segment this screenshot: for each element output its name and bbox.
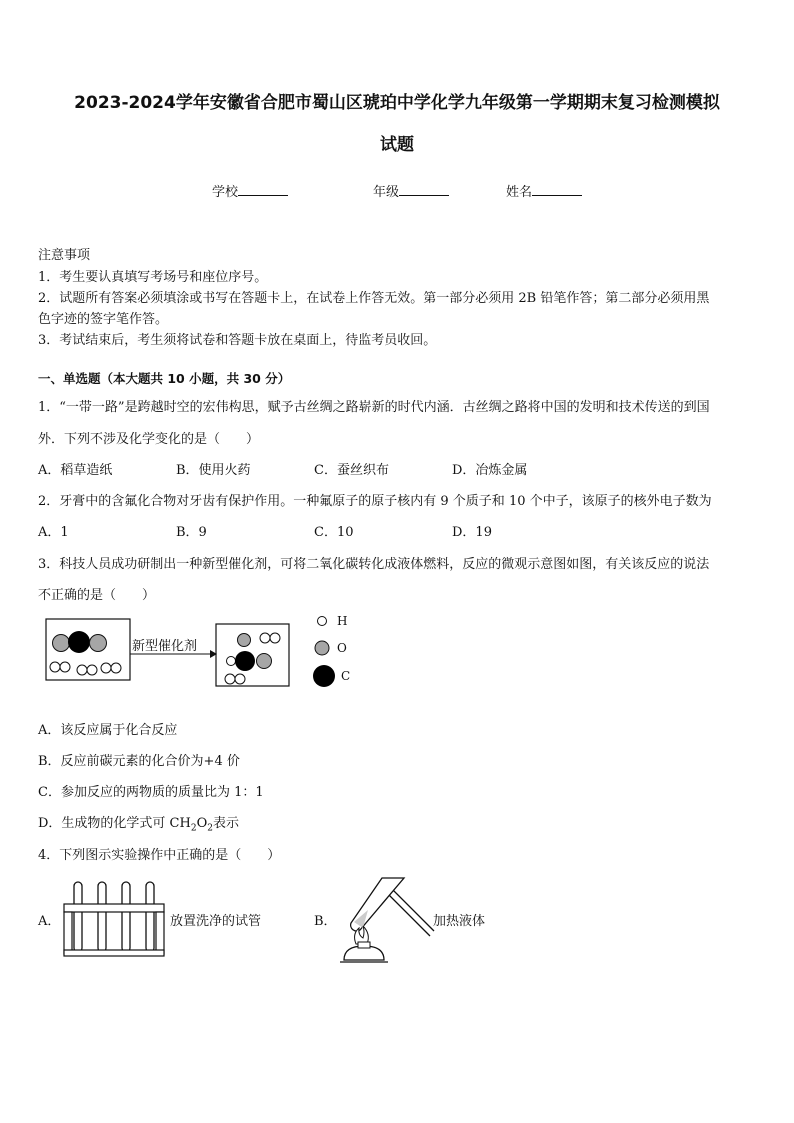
- note-item-3: 3．考试结束后，考生须将试卷和答题卡放在桌面上，待监考员收回。: [38, 333, 437, 348]
- hydrogen-atom: [225, 674, 235, 684]
- q4-option-b-letter[interactable]: B．: [314, 914, 337, 929]
- rack-right-leg: [156, 912, 164, 954]
- hydrogen-atom: [260, 633, 270, 643]
- legend-carbon-atom: [313, 665, 335, 687]
- school-field: 学校: [212, 181, 288, 200]
- q4-option-a-caption: 放置洗净的试管: [170, 914, 262, 929]
- exam-title-line2: 试题: [380, 135, 414, 155]
- section-heading: 一、单选题（本大题共 10 小题，共 30 分）: [38, 371, 291, 386]
- hydrogen-atom: [77, 665, 87, 675]
- lamp-neck: [358, 942, 370, 948]
- heating-liquid-figure: [330, 870, 440, 968]
- grade-field: 年级: [373, 181, 449, 200]
- rack-top-bar: [64, 904, 164, 912]
- legend-label-h: H: [337, 614, 348, 628]
- note-item-2: 2．试题所有答案必须填涂或书写在答题卡上，在试卷上作答无效。第一部分必须用 2B 铅笔作答；第二部分必须用黑: [38, 291, 710, 306]
- hydrogen-atom: [270, 633, 280, 643]
- test-tube: [122, 882, 130, 952]
- q3-option-d[interactable]: D．生成物的化学式可 $CH_2O_2$表示: [38, 816, 239, 834]
- arrow-label: 新型催化剂: [132, 639, 198, 654]
- q1-option-a[interactable]: A．稻草造纸: [38, 463, 113, 478]
- hydrogen-atom: [87, 665, 97, 675]
- q2-option-a[interactable]: A．1: [38, 525, 69, 540]
- school-blank[interactable]: [238, 183, 288, 196]
- q3-reaction-diagram: [40, 610, 370, 690]
- q1-stem-line2: 外．下列不涉及化学变化的是（ ）: [38, 432, 260, 447]
- legend-oxygen-atom: [315, 641, 329, 655]
- q3-stem-line1: 3．科技人员成功研制出一种新型催化剂，可将二氧化碳转化成液体燃料，反应的微观示意图如图，有关该反应的说法: [38, 557, 710, 572]
- exam-title-line1: 2023-2024学年安徽省合肥市蜀山区琥珀中学化学九年级第一学期期末复习检测模拟: [74, 93, 720, 113]
- name-blank[interactable]: [532, 183, 582, 196]
- hydrogen-atom: [111, 663, 121, 673]
- name-field: 姓名: [506, 181, 582, 200]
- q2-option-c[interactable]: C．10: [314, 525, 354, 540]
- oxygen-atom: [238, 634, 251, 647]
- test-tube: [74, 882, 82, 952]
- q2-option-b[interactable]: B．9: [176, 525, 207, 540]
- note-item-2-cont: 色字迹的签字笔作答。: [38, 312, 169, 327]
- test-tube: [146, 882, 154, 952]
- q1-option-b[interactable]: B．使用火药: [176, 463, 251, 478]
- hydrogen-atom: [60, 662, 70, 672]
- legend-hydrogen-atom: [318, 617, 327, 626]
- q4-stem-line1: 4．下列图示实验操作中正确的是（ ）: [38, 848, 281, 863]
- note-item-1: 1．考生要认真填写考场号和座位序号。: [38, 270, 268, 285]
- oxygen-atom: [257, 654, 272, 669]
- q1-option-c[interactable]: C．蚕丝织布: [314, 463, 389, 478]
- q3-option-c[interactable]: C．参加反应的两物质的质量比为 1：1: [38, 785, 264, 800]
- q3-option-a[interactable]: A．该反应属于化合反应: [38, 723, 178, 738]
- grade-blank[interactable]: [399, 183, 449, 196]
- q4-option-a-letter[interactable]: A．: [38, 914, 61, 929]
- carbon-atom: [68, 631, 90, 653]
- carbon-atom: [235, 651, 255, 671]
- notes-heading: 注意事项: [38, 248, 91, 263]
- oxygen-atom: [90, 635, 107, 652]
- test-tube-rack-figure: [60, 874, 170, 960]
- test-tube: [98, 882, 106, 952]
- q4-option-b-caption: 加热液体: [433, 914, 486, 929]
- q1-option-d[interactable]: D．冶炼金属: [452, 463, 528, 478]
- legend-label-o: O: [337, 641, 347, 655]
- q2-option-d[interactable]: D．19: [452, 525, 492, 540]
- q3-option-b[interactable]: B．反应前碳元素的化合价为+4 价: [38, 754, 240, 769]
- q2-stem-line1: 2．牙膏中的含氟化合物对牙齿有保护作用。一种氟原子的原子核内有 9 个质子和 10 个中子，该原子的核外电子数为: [38, 494, 712, 509]
- hydrogen-atom: [50, 662, 60, 672]
- rack-base: [64, 950, 164, 956]
- legend-label-c: C: [341, 669, 351, 683]
- hydrogen-atom: [227, 657, 236, 666]
- q3-stem-line2: 不正确的是（ ）: [38, 588, 156, 603]
- q1-stem-line1: 1．“一带一路”是跨越时空的宏伟构思，赋予古丝绸之路崭新的时代内涵．古丝绸之路将中国的发明和技术传送的到国: [38, 400, 710, 415]
- oxygen-atom: [53, 635, 70, 652]
- rack-left-leg: [64, 912, 72, 954]
- hydrogen-atom: [101, 663, 111, 673]
- hydrogen-atom: [235, 674, 245, 684]
